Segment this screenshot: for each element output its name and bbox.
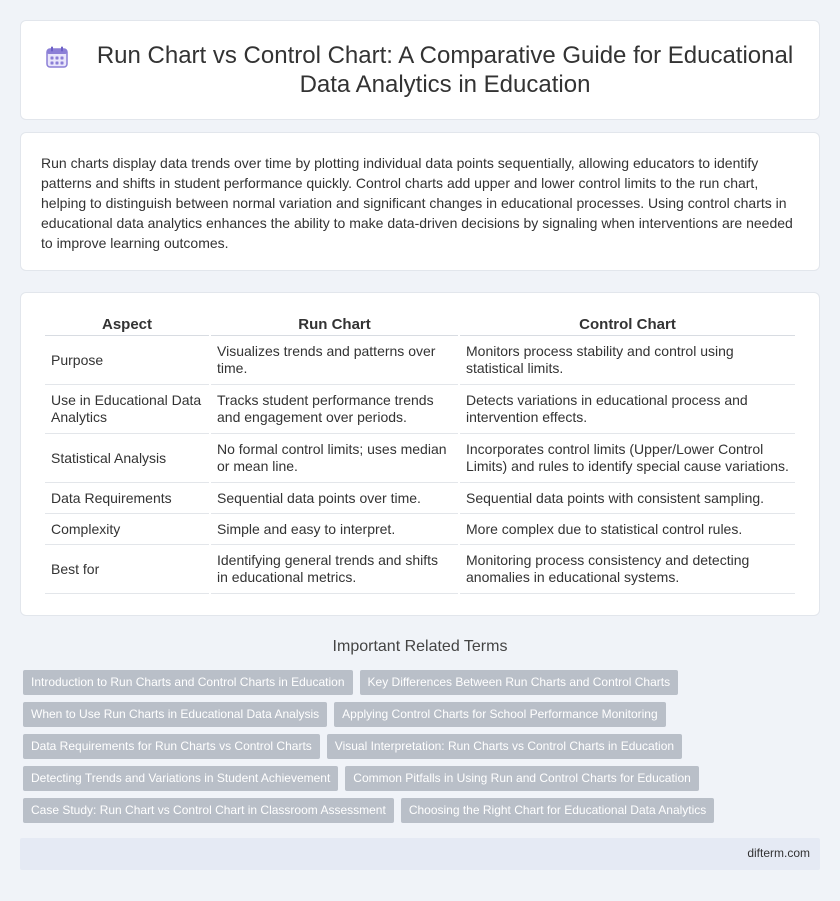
cell-aspect: Data Requirements [45,483,209,514]
tag-row [23,670,685,695]
footer-brand[interactable]: difterm.com [747,846,810,860]
cell-control-chart: Monitoring process consistency and detecting anomalies in educational systems. [460,545,795,594]
related-term-tag[interactable]: Data Requirements for Run Charts vs Control Charts [23,734,320,759]
table-header-row [45,313,795,336]
related-term-tag[interactable]: Detecting Trends and Variations in Student Achievement [23,766,338,791]
cell-run-chart: Visualizes trends and patterns over time. [211,336,458,385]
related-term-tag[interactable]: Applying Control Charts for School Performance Monitoring [334,702,665,727]
cell-aspect: Statistical Analysis [45,434,209,483]
table-row [45,545,795,594]
cell-control-chart: Detects variations in educational process and intervention effects. [460,385,795,434]
cell-control-chart: More complex due to statistical control rules. [460,514,795,545]
cell-control-chart: Sequential data points with consistent sampling. [460,483,795,514]
table-row [45,514,795,545]
tag-row [23,702,673,727]
cell-run-chart: No formal control limits; uses median or mean line. [211,434,458,483]
header-run-chart: Run Chart [211,313,458,336]
header-aspect: Aspect [45,313,209,336]
cell-run-chart: Sequential data points over time. [211,483,458,514]
related-term-tag[interactable]: Introduction to Run Charts and Control Charts in Education [23,670,353,695]
header-card [20,20,820,120]
related-term-tag[interactable]: Visual Interpretation: Run Charts vs Control Charts in Education [327,734,682,759]
cell-control-chart: Incorporates control limits (Upper/Lower Control Limits) and rules to identify special cause variations. [460,434,795,483]
table-row [45,336,795,385]
related-terms-title: Important Related Terms [332,638,508,655]
cell-aspect: Best for [45,545,209,594]
tag-row [23,766,706,791]
cell-run-chart: Simple and easy to interpret. [211,514,458,545]
cell-control-chart: Monitors process stability and control using statistical limits. [460,336,795,385]
intro-card [20,132,820,271]
page-title: Run Chart vs Control Chart: A Comparative Guide for Educational Data Analytics in Education [96,42,794,98]
related-term-tag[interactable]: Key Differences Between Run Charts and Control Charts [360,670,679,695]
cell-run-chart: Tracks student performance trends and engagement over periods. [211,385,458,434]
table-row [45,434,795,483]
intro-paragraph: Run charts display data trends over time by plotting individual data points sequentially, allowing educators to identify patterns and shifts in student performance quickly. Control charts add upper and lower control limits to the run chart, helping to distinguish between normal variation and significant changes in educational processes. Using control charts in educational data analytics enhances the ability to make data-driven decisions by signaling when interventions are needed to improve learning outcomes. [41,155,793,251]
comparison-table [43,313,797,594]
header-control-chart: Control Chart [460,313,795,336]
cell-aspect: Purpose [45,336,209,385]
related-term-tag[interactable]: Common Pitfalls in Using Run and Control Charts for Education [345,766,699,791]
cell-run-chart: Identifying general trends and shifts in educational metrics. [211,545,458,594]
related-term-tag[interactable]: When to Use Run Charts in Educational Data Analysis [23,702,327,727]
cell-aspect: Use in Educational Data Analytics [45,385,209,434]
table-row [45,483,795,514]
related-term-tag[interactable]: Case Study: Run Chart vs Control Chart in Classroom Assessment [23,798,394,823]
cell-aspect: Complexity [45,514,209,545]
tag-row [23,798,721,823]
calendar-icon [45,45,69,69]
footer-bar [20,838,820,870]
tag-row [23,734,689,759]
comparison-card [20,292,820,616]
related-term-tag[interactable]: Choosing the Right Chart for Educational Data Analytics [401,798,715,823]
table-row [45,385,795,434]
